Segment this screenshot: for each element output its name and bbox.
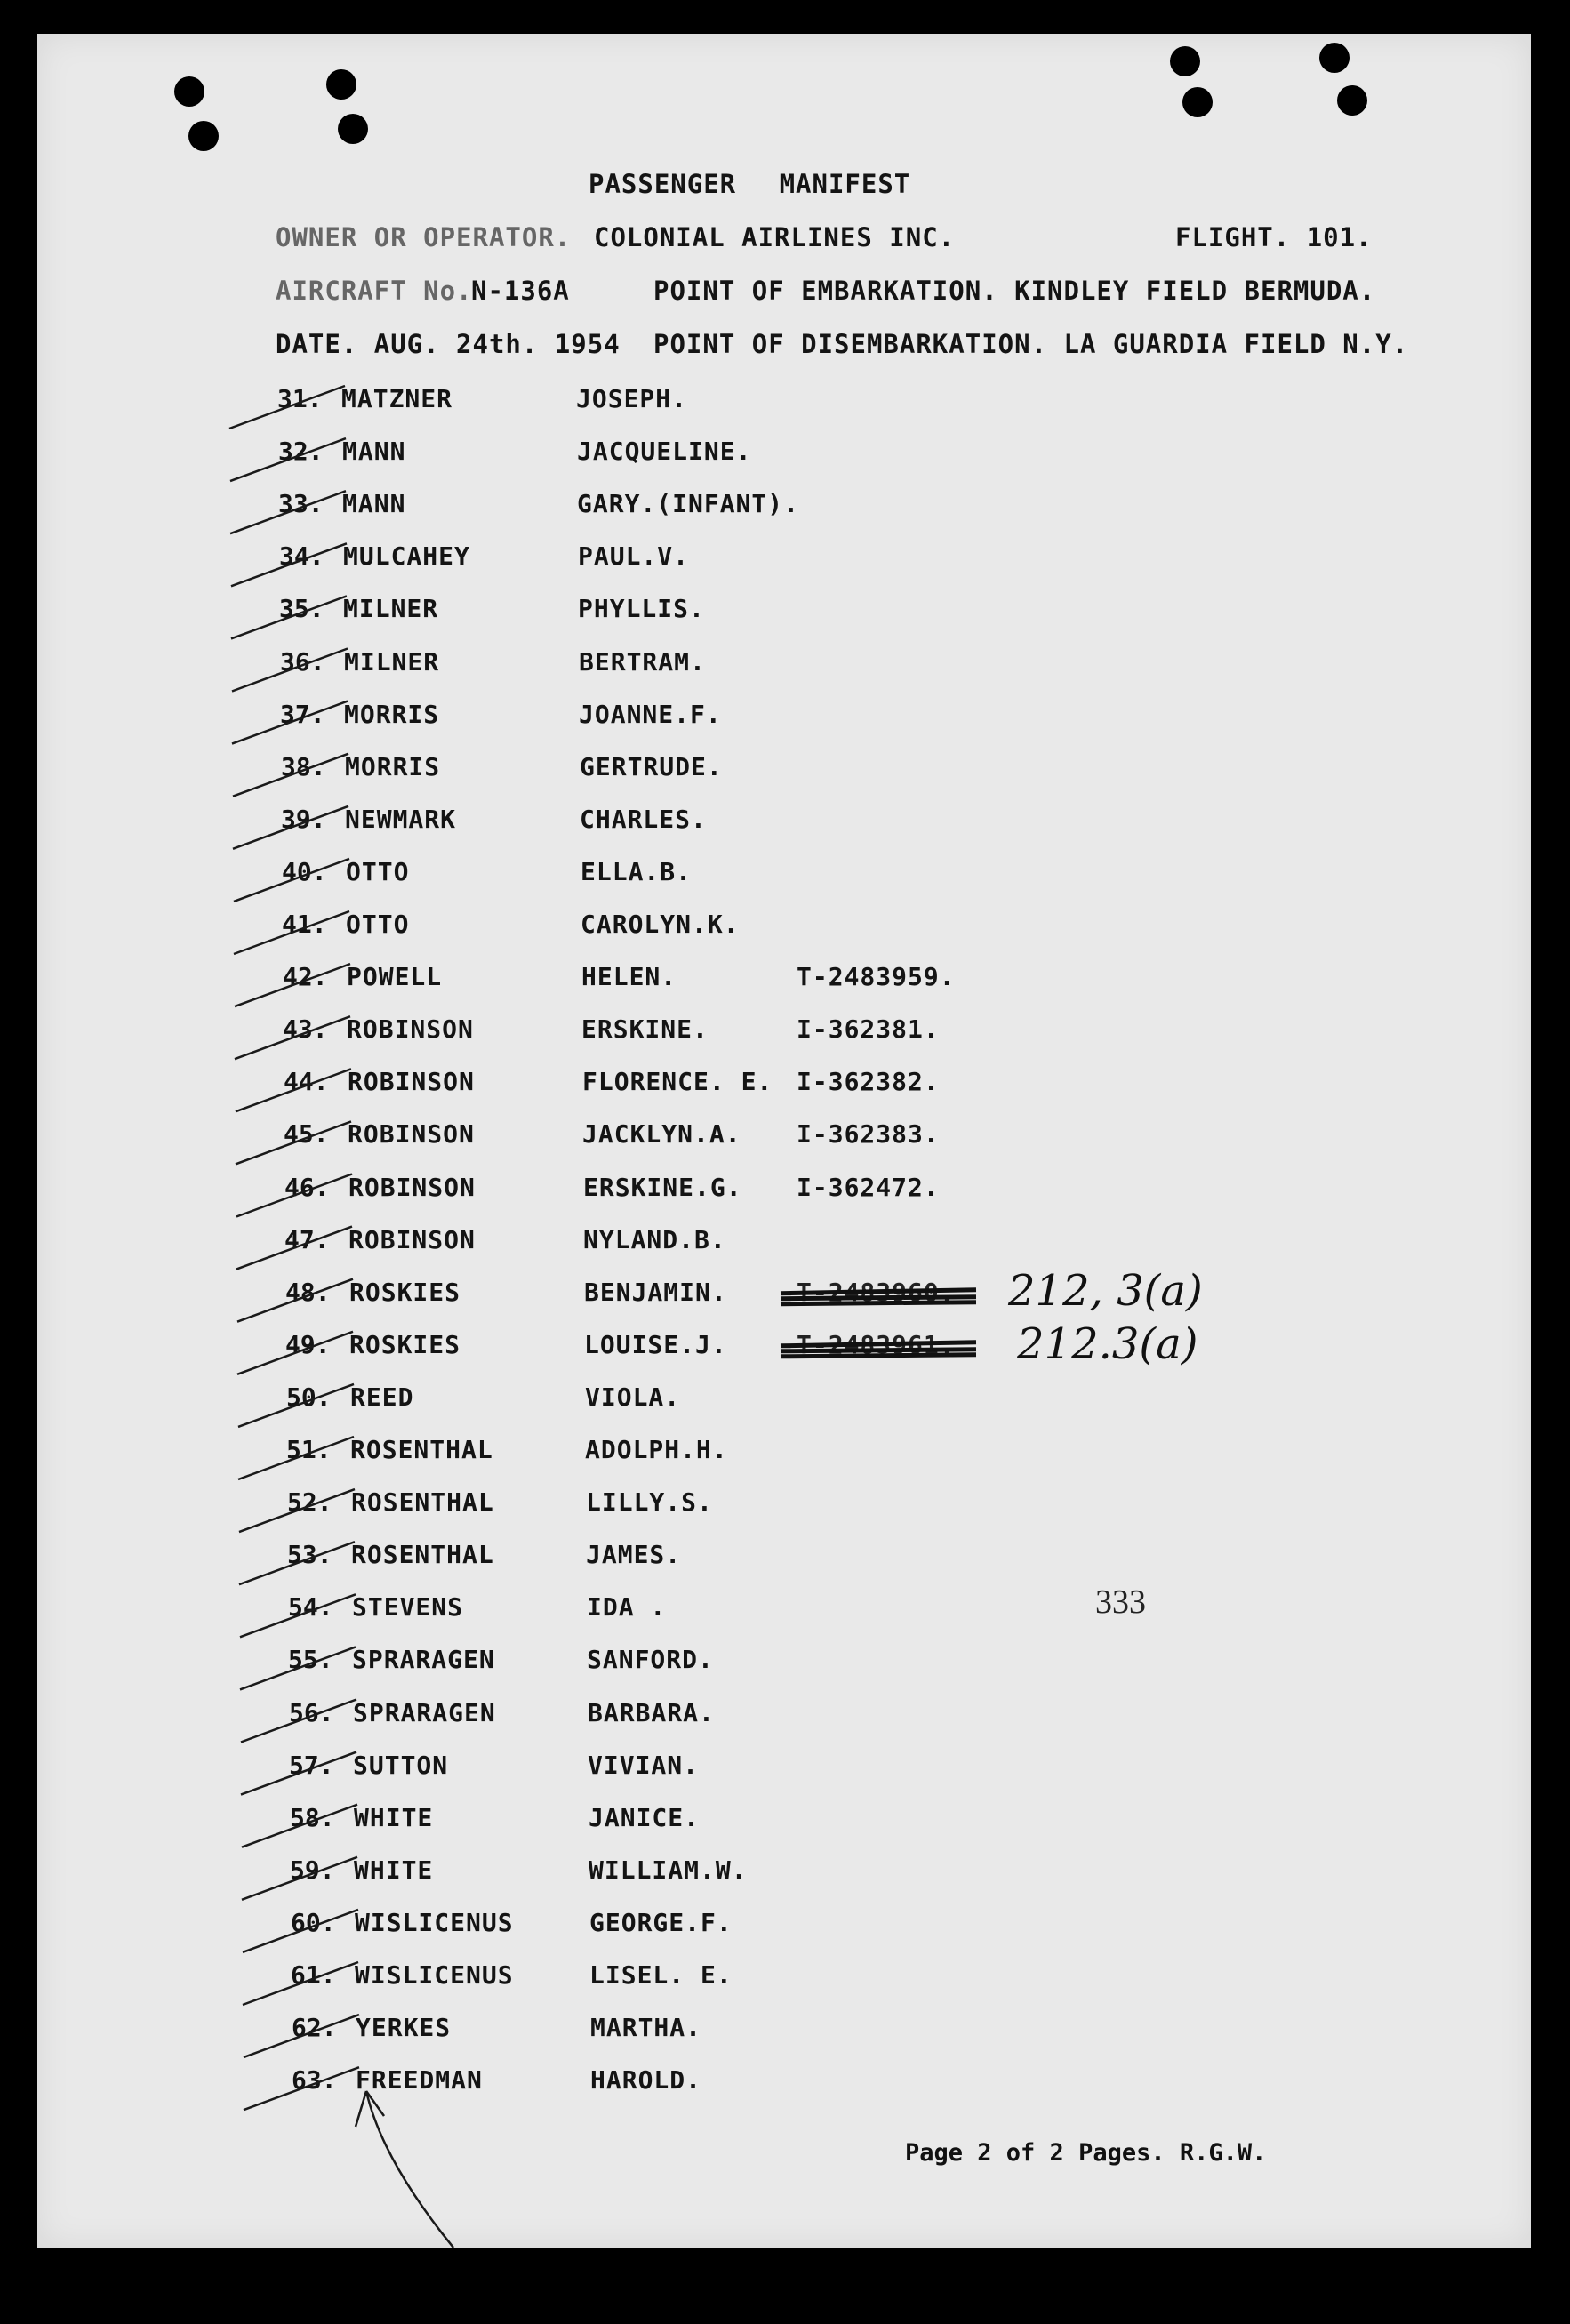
passenger-number: 57. xyxy=(289,1750,334,1780)
passenger-document-number: T-2483960. xyxy=(797,1277,956,1307)
check-mark xyxy=(231,596,347,638)
passenger-last-name: ROSENTHAL xyxy=(350,1435,493,1464)
page-title: PASSENGER MANIFEST xyxy=(589,169,911,199)
passenger-first-name: JACQUELINE. xyxy=(577,437,752,467)
passenger-last-name: ROSKIES xyxy=(349,1329,461,1359)
check-mark xyxy=(237,1329,353,1374)
passenger-last-name: REED xyxy=(350,1382,414,1412)
passenger-first-name: LILLY.S. xyxy=(586,1487,713,1518)
check-mark xyxy=(230,438,346,481)
passenger-first-name: FLORENCE. E. xyxy=(582,1067,773,1097)
passenger-first-name: ERSKINE.G. xyxy=(583,1172,742,1202)
passenger-first-name: MARTHA. xyxy=(590,2013,702,2043)
check-mark xyxy=(232,646,348,692)
passenger-number: 52. xyxy=(287,1487,332,1518)
handwritten-note: 212.3(a) xyxy=(1017,1319,1198,1369)
passenger-last-name: OTTO xyxy=(346,910,410,939)
passenger-last-name: MANN xyxy=(342,437,406,467)
passenger-number: 49. xyxy=(285,1329,331,1359)
flight-number: FLIGHT. 101. xyxy=(1175,222,1373,252)
passenger-last-name: STEVENS xyxy=(352,1592,464,1623)
check-mark xyxy=(233,751,348,797)
check-mark xyxy=(239,1489,355,1532)
passenger-last-name: ROSENTHAL xyxy=(351,1540,494,1570)
passenger-first-name: HELEN. xyxy=(581,962,677,992)
passenger-first-name: LOUISE.J. xyxy=(584,1329,727,1359)
page-stamp-number: 333 xyxy=(1095,1583,1146,1621)
check-mark xyxy=(234,856,349,902)
passenger-number: 35. xyxy=(279,594,324,624)
passenger-number: 61. xyxy=(291,1960,336,1990)
operator-name: COLONIAL AIRLINES INC. xyxy=(594,222,956,252)
check-mark xyxy=(241,1752,356,1795)
passenger-first-name: NYLAND.B. xyxy=(583,1224,726,1254)
check-mark xyxy=(236,1174,352,1217)
passenger-first-name: JACKLYN.A. xyxy=(582,1119,741,1150)
passenger-first-name: IDA . xyxy=(587,1592,667,1623)
passenger-number: 62. xyxy=(292,2013,337,2043)
passenger-last-name: ROBINSON xyxy=(348,1224,476,1254)
passenger-number: 48. xyxy=(285,1277,331,1307)
passenger-number: 31. xyxy=(277,384,323,413)
aircraft-label: AIRCRAFT No. xyxy=(276,276,473,306)
redaction-strike xyxy=(781,1342,976,1357)
embarkation: POINT OF EMBARKATION. KINDLEY FIELD BERMUDA. xyxy=(653,276,1376,306)
passenger-last-name: MATZNER xyxy=(341,384,453,413)
check-mark xyxy=(242,1802,357,1847)
passenger-number: 32. xyxy=(278,437,324,467)
check-mark xyxy=(230,491,346,533)
check-mark xyxy=(235,1016,350,1059)
check-mark xyxy=(235,964,350,1006)
passenger-number: 41. xyxy=(282,910,327,939)
passenger-number: 33. xyxy=(278,489,324,519)
passenger-last-name: ROSENTHAL xyxy=(351,1487,494,1518)
passenger-number: 45. xyxy=(284,1119,329,1150)
passenger-last-name: ROBINSON xyxy=(347,1014,474,1045)
page-footer: Page 2 of 2 Pages. R.G.W. xyxy=(905,2139,1267,2167)
check-mark xyxy=(240,1647,356,1689)
passenger-document-number: T-2483959. xyxy=(797,962,956,992)
passenger-last-name: WISLICENUS xyxy=(355,1960,514,1990)
check-mark xyxy=(238,1384,354,1427)
flight-date: DATE. AUG. 24th. 1954 xyxy=(276,329,621,359)
check-mark xyxy=(236,1069,351,1111)
pencil-arrow-line xyxy=(356,2091,453,2248)
passenger-number: 40. xyxy=(282,856,327,886)
passenger-last-name: MORRIS xyxy=(345,751,441,781)
passenger-number: 44. xyxy=(284,1067,329,1097)
passenger-number: 50. xyxy=(286,1382,332,1412)
passenger-last-name: MULCAHEY xyxy=(343,541,470,572)
passenger-number: 58. xyxy=(290,1802,335,1832)
passenger-number: 54. xyxy=(288,1592,333,1623)
passenger-first-name: LISEL. E. xyxy=(589,1960,733,1990)
check-mark xyxy=(234,911,349,954)
redaction-strike xyxy=(781,1290,976,1304)
passenger-last-name: SPRARAGEN xyxy=(352,1645,495,1675)
passenger-document-number: I-362472. xyxy=(797,1172,940,1202)
disembarkation: POINT OF DISEMBARKATION. LA GUARDIA FIELD N.Y. xyxy=(653,329,1409,359)
check-mark xyxy=(236,1121,351,1164)
passenger-first-name: JANICE. xyxy=(589,1802,701,1832)
passenger-last-name: OTTO xyxy=(346,856,410,886)
check-mark xyxy=(238,1437,354,1479)
operator-label: OWNER OR OPERATOR. xyxy=(276,222,572,252)
check-mark xyxy=(242,1857,357,1900)
check-mark xyxy=(229,386,345,429)
passenger-first-name: HAROLD. xyxy=(590,2065,702,2096)
passenger-number: 42. xyxy=(283,962,328,992)
passenger-last-name: ROBINSON xyxy=(348,1172,476,1202)
passenger-document-number: I-362382. xyxy=(797,1067,940,1097)
passenger-number: 34. xyxy=(279,541,324,572)
check-mark xyxy=(244,2015,359,2057)
check-mark xyxy=(243,1962,358,2005)
passenger-last-name: POWELL xyxy=(347,962,443,992)
passenger-number: 46. xyxy=(284,1172,330,1202)
passenger-document-number: T-2483961. xyxy=(797,1329,956,1359)
passenger-first-name: GARY.(INFANT). xyxy=(577,489,800,519)
passenger-first-name: PAUL.V. xyxy=(578,541,690,572)
passenger-number: 39. xyxy=(281,804,326,834)
passenger-last-name: ROBINSON xyxy=(348,1067,475,1097)
aircraft-number: N-136A xyxy=(471,276,570,306)
passenger-number: 55. xyxy=(288,1645,333,1675)
passenger-number: 59. xyxy=(290,1855,335,1885)
passenger-first-name: BENJAMIN. xyxy=(584,1277,727,1307)
passenger-last-name: ROBINSON xyxy=(348,1119,475,1150)
passenger-last-name: SPRARAGEN xyxy=(353,1697,496,1727)
check-mark xyxy=(244,2067,359,2110)
passenger-number: 60. xyxy=(291,1907,336,1937)
passenger-number: 51. xyxy=(286,1435,332,1464)
passenger-number: 47. xyxy=(284,1224,330,1254)
passenger-number: 36. xyxy=(280,646,325,677)
handwritten-note: 212, 3(a) xyxy=(1008,1266,1203,1316)
passenger-first-name: JOANNE.F. xyxy=(579,699,722,729)
passenger-last-name: WISLICENUS xyxy=(355,1907,514,1937)
check-mark xyxy=(240,1594,356,1637)
passenger-last-name: FREEDMAN xyxy=(356,2065,483,2096)
passenger-last-name: WHITE xyxy=(354,1802,434,1832)
passenger-document-number: I-362383. xyxy=(797,1119,940,1150)
passenger-first-name: BERTRAM. xyxy=(579,646,706,677)
check-mark xyxy=(243,1907,358,1952)
passenger-first-name: PHYLLIS. xyxy=(578,594,705,624)
passenger-first-name: JOSEPH. xyxy=(576,384,688,413)
passenger-last-name: SUTTON xyxy=(353,1750,449,1780)
passenger-first-name: ADOLPH.H. xyxy=(585,1435,728,1464)
passenger-last-name: ROSKIES xyxy=(349,1277,461,1307)
passenger-last-name: MILNER xyxy=(344,646,440,677)
passenger-first-name: ELLA.B. xyxy=(581,856,693,886)
passenger-first-name: BARBARA. xyxy=(588,1697,715,1727)
passenger-number: 63. xyxy=(292,2065,337,2096)
passenger-last-name: MANN xyxy=(342,489,406,519)
passenger-last-name: MORRIS xyxy=(344,699,440,729)
passenger-first-name: CHARLES. xyxy=(580,804,707,834)
check-mark xyxy=(236,1224,352,1270)
passenger-first-name: SANFORD. xyxy=(587,1645,714,1675)
check-mark xyxy=(231,543,347,586)
passenger-last-name: YERKES xyxy=(356,2013,452,2043)
check-mark xyxy=(237,1279,353,1322)
passenger-first-name: GEORGE.F. xyxy=(589,1907,733,1937)
passenger-first-name: WILLIAM.W. xyxy=(589,1855,748,1885)
passenger-number: 53. xyxy=(287,1540,332,1570)
passenger-first-name: ERSKINE. xyxy=(581,1014,709,1045)
passenger-last-name: MILNER xyxy=(343,594,439,624)
passenger-number: 56. xyxy=(289,1697,334,1727)
passenger-first-name: VIOLA. xyxy=(585,1382,681,1412)
passenger-number: 37. xyxy=(280,699,325,729)
passenger-number: 43. xyxy=(283,1014,328,1045)
passenger-first-name: GERTRUDE. xyxy=(580,751,723,781)
passenger-last-name: WHITE xyxy=(354,1855,434,1885)
check-mark xyxy=(233,806,348,849)
check-mark xyxy=(232,701,348,744)
passenger-first-name: JAMES. xyxy=(586,1540,682,1570)
passenger-number: 38. xyxy=(281,751,326,781)
passenger-first-name: VIVIAN. xyxy=(588,1750,700,1780)
passenger-first-name: CAROLYN.K. xyxy=(581,910,740,939)
passenger-document-number: I-362381. xyxy=(797,1014,940,1045)
check-mark xyxy=(239,1542,355,1584)
check-mark xyxy=(241,1697,356,1743)
passenger-last-name: NEWMARK xyxy=(345,804,457,834)
